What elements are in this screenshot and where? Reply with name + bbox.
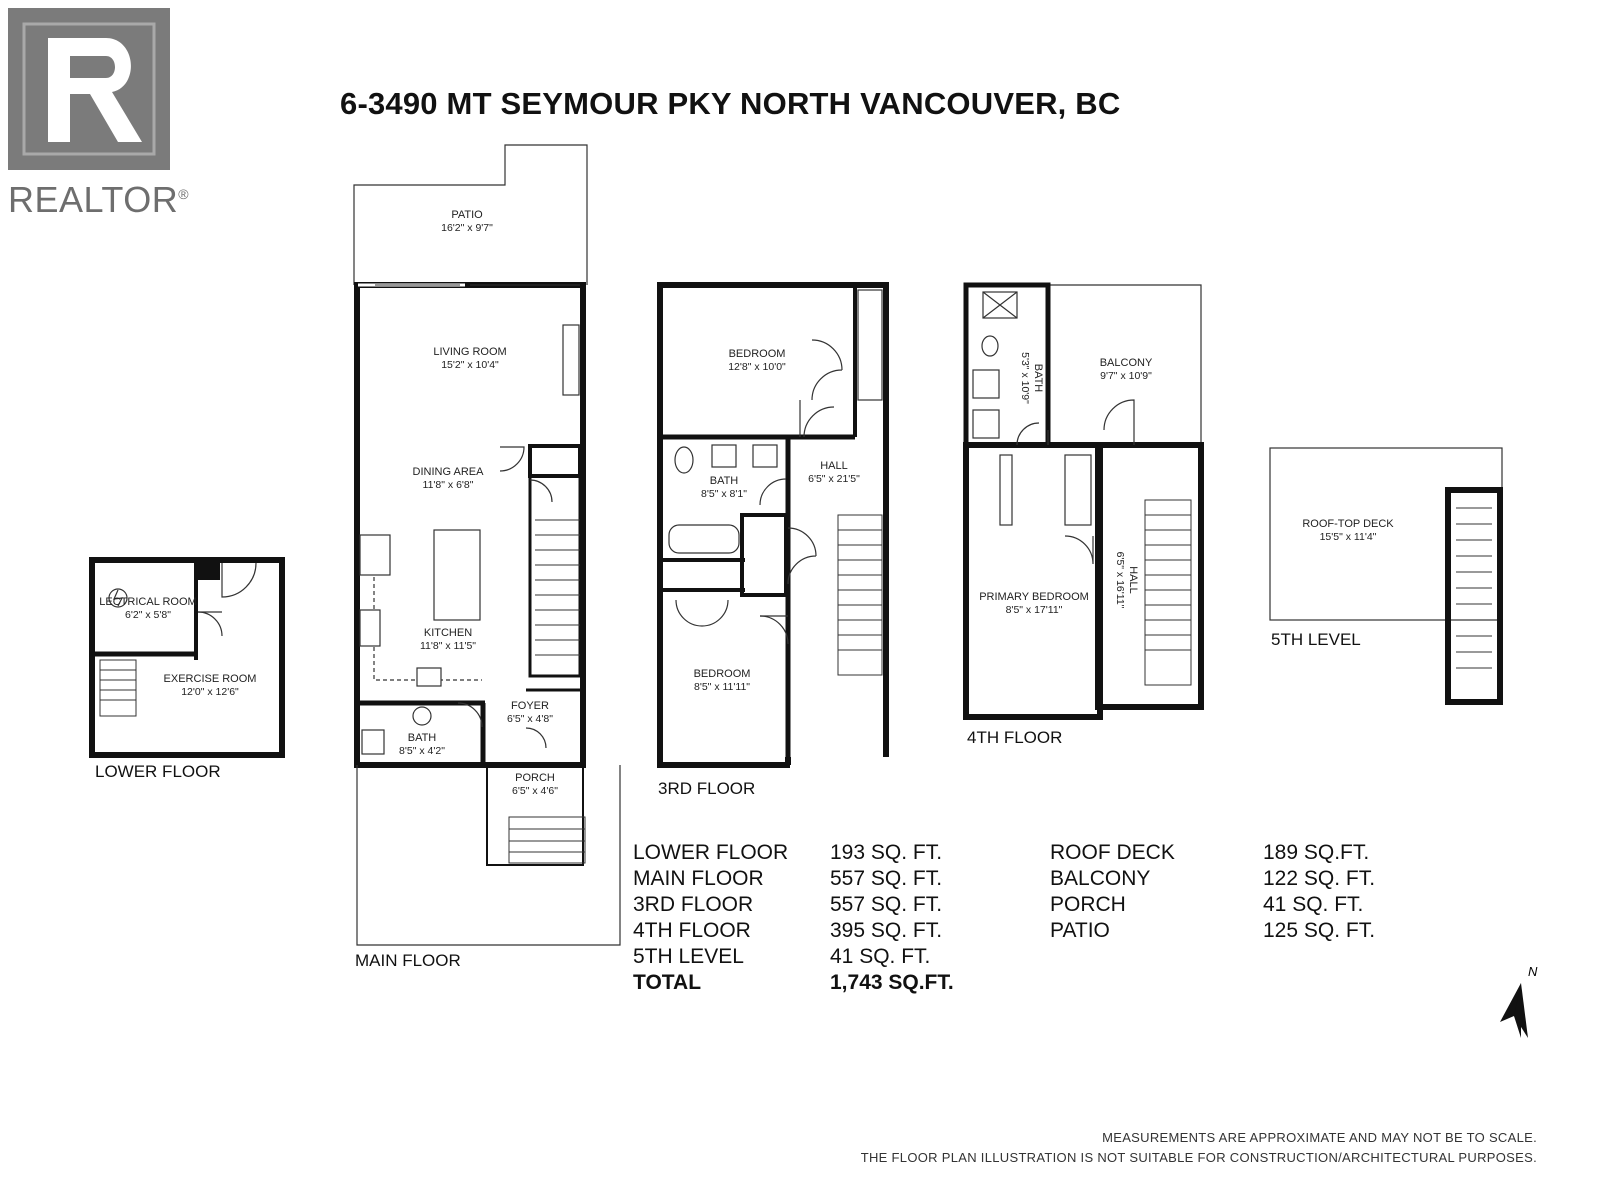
living-room-label: LIVING ROOM: [433, 346, 507, 358]
porch-dim: 6'5" x 4'6": [512, 785, 558, 797]
hall-4-label: HALL: [1127, 566, 1139, 594]
lower-floor-label: LOWER FLOOR: [95, 762, 221, 781]
area-row: BALCONY 122 SQ. FT.: [1050, 867, 1376, 890]
third-floor-plan: [658, 285, 889, 798]
outdoor-area-table: [1050, 840, 1390, 944]
area-row: ROOF DECK 189 SQ.FT.: [1050, 841, 1370, 864]
primary-bedroom-dim: 8'5" x 17'11": [1005, 604, 1063, 616]
hall-3-label: HALL: [820, 460, 848, 472]
hall-4-dim: 6'5" x 16'11": [1114, 551, 1126, 609]
dining-area-dim: 11'8" x 6'8": [422, 479, 474, 491]
area-row: 3RD FLOOR 557 SQ. FT.: [633, 893, 943, 916]
kitchen-label: KITCHEN: [423, 627, 473, 639]
patio-dim: 16'2" x 9'7": [441, 222, 493, 234]
property-address-title: 6-3490 MT SEYMOUR PKY NORTH VANCOUVER, BC: [340, 86, 1121, 121]
fifth-level-label: 5TH LEVEL: [1271, 630, 1361, 649]
exercise-room-label: EXERCISE ROOM: [163, 673, 257, 685]
bedroom-3b-dim: 8'5" x 11'11": [693, 681, 751, 693]
bedroom-3a-dim: 12'8" x 10'0": [728, 361, 786, 373]
area-row: PATIO 125 SQ. FT.: [1050, 919, 1376, 942]
main-floor-label: MAIN FLOOR: [355, 951, 461, 970]
bath-4-label: BATH: [1032, 363, 1044, 393]
realtor-logo-text: REALTOR®: [8, 179, 190, 220]
main-bath-dim: 8'5" x 4'2": [399, 745, 445, 757]
electrical-room-label: LECTRICAL ROOM: [99, 596, 197, 608]
foyer-label: FOYER: [511, 700, 549, 712]
roof-deck-dim: 15'5" x 11'4": [1319, 531, 1377, 543]
area-row: PORCH 41 SQ. FT.: [1050, 893, 1364, 916]
disclaimer-note: MEASUREMENTS ARE APPROXIMATE AND MAY NOT BE TO SCALE.: [1102, 1130, 1537, 1145]
exercise-room-dim: 12'0" x 12'6": [181, 686, 239, 698]
hall-3-dim: 6'5" x 21'5": [808, 473, 860, 485]
area-row: LOWER FLOOR 193 SQ. FT.: [633, 841, 943, 864]
fifth-level-plan: [1270, 448, 1502, 702]
bath-3-dim: 8'5" x 8'1": [701, 488, 747, 500]
lower-floor-plan: [92, 560, 282, 781]
balcony-dim: 9'7" x 10'9": [1100, 370, 1152, 382]
area-row: 4TH FLOOR 395 SQ. FT.: [633, 919, 943, 942]
dining-area-label: DINING AREA: [412, 466, 484, 478]
bath-3-label: BATH: [709, 475, 739, 487]
main-bath-label: BATH: [407, 732, 437, 744]
third-floor-label: 3RD FLOOR: [658, 779, 756, 798]
main-floor-plan: [354, 145, 620, 970]
fourth-floor-label: 4TH FLOOR: [967, 728, 1063, 747]
area-row: MAIN FLOOR 557 SQ. FT.: [633, 867, 943, 890]
primary-bedroom-label: PRIMARY BEDROOM: [979, 591, 1089, 603]
bath-4-dim: 5'3" x 10'9": [1019, 352, 1031, 404]
porch-label: PORCH: [515, 772, 555, 784]
patio-label: PATIO: [451, 209, 483, 221]
bedroom-3a-label: BEDROOM: [728, 348, 786, 360]
balcony-label: BALCONY: [1099, 357, 1153, 369]
living-room-dim: 15'2" x 10'4": [441, 359, 499, 371]
north-label: N: [1528, 964, 1538, 979]
total-area-row: TOTAL 1,743 SQ.FT.: [633, 971, 954, 994]
north-arrow-icon: [1500, 964, 1538, 1038]
roof-deck-label: ROOF-TOP DECK: [1302, 518, 1394, 530]
fourth-floor-plan: [966, 285, 1201, 747]
electrical-room-dim: 6'2" x 5'8": [125, 609, 171, 621]
foyer-dim: 6'5" x 4'8": [507, 713, 553, 725]
disclaimer-note: THE FLOOR PLAN ILLUSTRATION IS NOT SUITABLE FOR CONSTRUCTION/ARCHITECTURAL PURPOSES.: [860, 1150, 1537, 1165]
bedroom-3b-label: BEDROOM: [693, 668, 751, 680]
floor-area-table: [633, 840, 963, 996]
kitchen-dim: 11'8" x 11'5": [419, 640, 477, 652]
area-row: 5TH LEVEL 41 SQ. FT.: [633, 945, 931, 968]
